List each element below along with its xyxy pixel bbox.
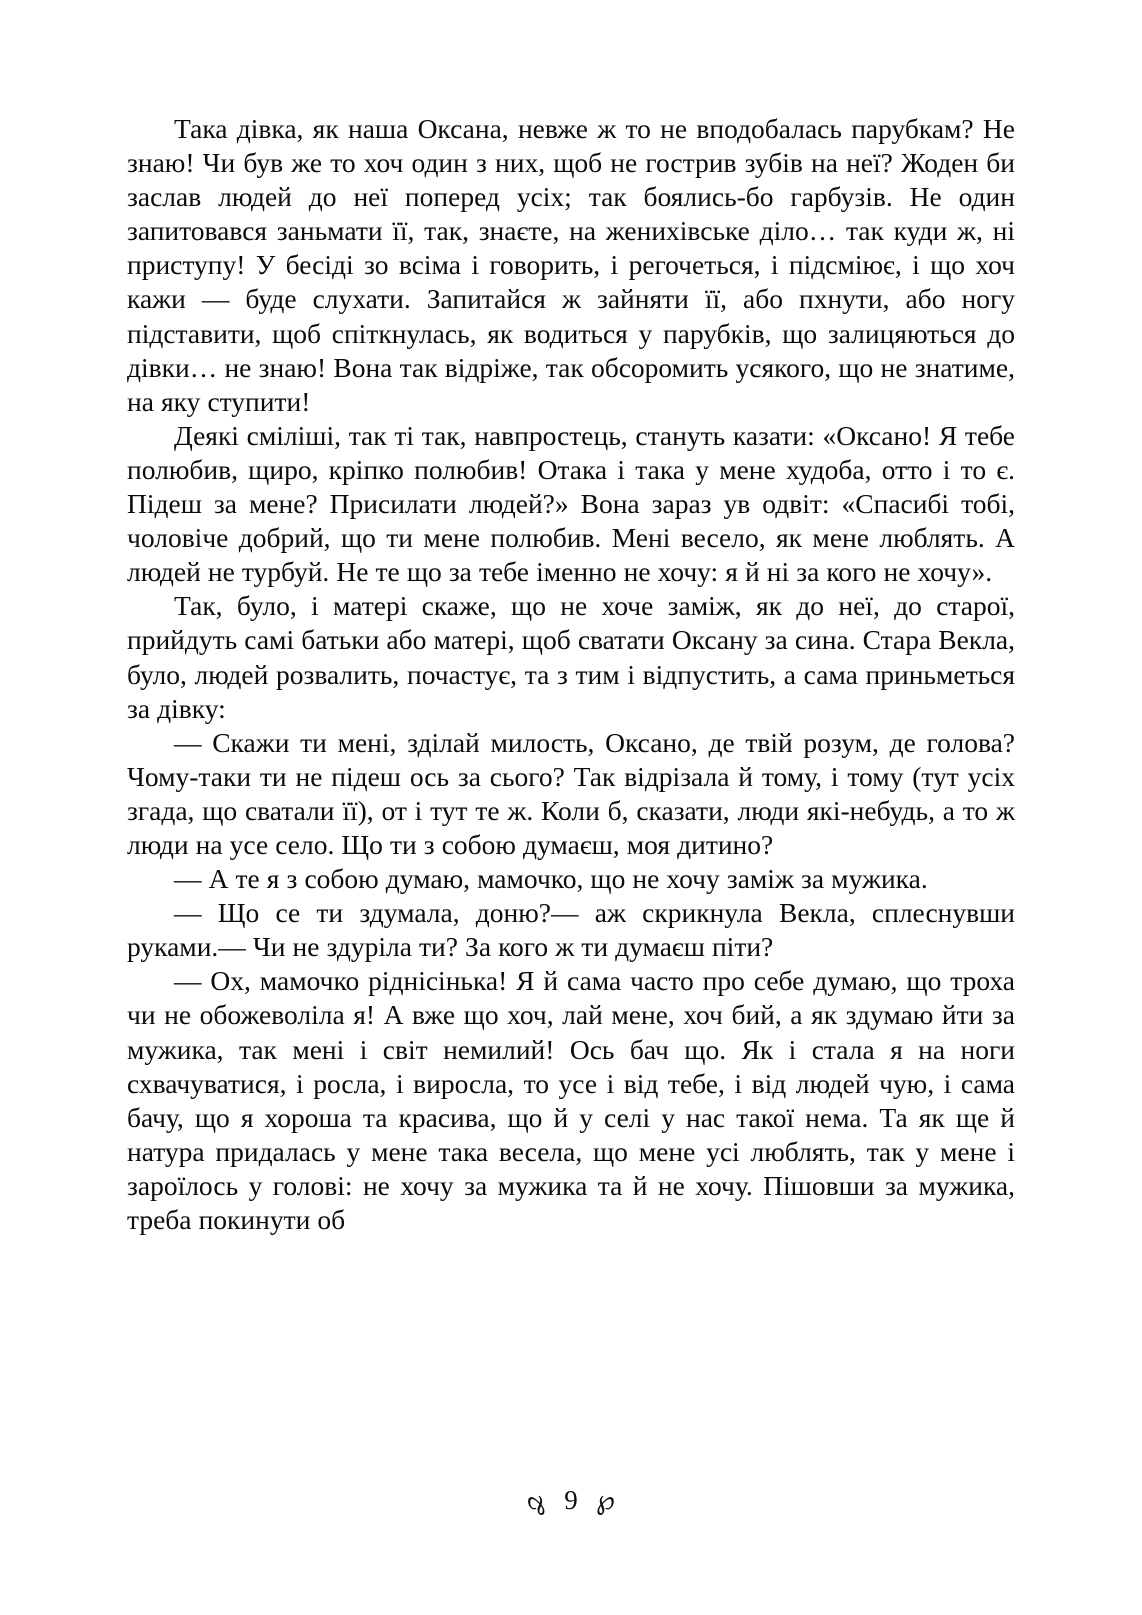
ornament-right-icon: ℘ (596, 1485, 615, 1515)
dialogue-paragraph: — Скажи ти мені, зділай милость, Оксано, де твій розум, де голова? Чому-таки ти не підеш ось за сього? Так відрізала й тому, і тому (тут усіх згада, що сватали її), от і тут те ж. Коли б, сказати, люди які-небудь, а то ж люди на усе село. Що ти з собою думаєш, моя дитино? (127, 726, 1015, 860)
page-footer (0, 1487, 1142, 1514)
dialogue-paragraph: — Ох, мамочко ріднісінька! Я й сама часто про себе думаю, що троха чи не обожеволіла я! А вже що хоч, лай мене, хоч бий, а як здумаю йти за мужика, так мені і світ немилий! Ось бач що. Як і стала я на ноги схвачуватися, і росла, і виросла, то усе і від тебе, і від людей чую, і сама бачу, що я хороша та красива, що й у селі у нас такої нема. Та як ще й натура придалась у мене така весела, що мене усі люблять, так у мене і зароїлось у голові: не хочу за мужика та й не хочу. Пішовши за мужика, треба покинути об (127, 965, 1015, 1235)
dialogue-paragraph: — А те я з собою думаю, мамочко, що не хочу заміж за мужика. (174, 863, 928, 895)
page-text-block (127, 112, 1015, 1237)
folio (527, 1487, 615, 1514)
paragraph: Деякі сміліші, так ті так, навпростець, стануть казати: «Оксано! Я тебе полюбив, щиро, кріпко полюбив! Отака і така у мене худоба, отто і то є. Підеш за мене? Присилати людей?» Вона зараз ув одвіт: «Спасибі тобі, чоловіче добрий, що ти мене полюбив. Мені весело, як мене люблять. А людей не турбуй. Не те що за тебе іменно не хочу: я й ні за кого не хочу». (127, 419, 1015, 588)
dialogue-paragraph: — Що се ти здумала, доню?— аж скрикнула Векла, сплеснувши руками.— Чи не здуріла ти? За кого ж ти думаєш піти? (127, 897, 1015, 963)
paragraph: Така дівка, як наша Оксана, невже ж то не вподобалась парубкам? Не знаю! Чи був же то хоч один з них, щоб не гострив зубів на неї? Жоден би заслав людей до неї поперед усіх; так боялись-бо гарбузів. Не один запитовався заньмати її, так, знаєте, на женихівське діло… так куди ж, ні приступу! У бесіді зо всіма і говорить, і регочеться, і підсміює, і що хоч кажи — буде слухати. Запитайся ж зайняти її, або пхнути, або ногу підставити, щоб спіткнулась, як водиться у парубків, що залицяються до дівки… не знаю! Вона так відріже, так обсоромить усякого, що не знатиме, на яку ступити! (127, 113, 1015, 417)
ornament-left-icon: ℘ (527, 1485, 546, 1515)
paragraph: Так, було, і матері скаже, що не хоче заміж, як до неї, до старої, прийдуть самі батьки або матері, щоб сватати Оксану за сина. Стара Векла, було, людей розвалить, почастує, та з тим і відпустить, а сама приньметься за дівку: (127, 590, 1015, 724)
page-number: 9 (564, 1485, 578, 1515)
